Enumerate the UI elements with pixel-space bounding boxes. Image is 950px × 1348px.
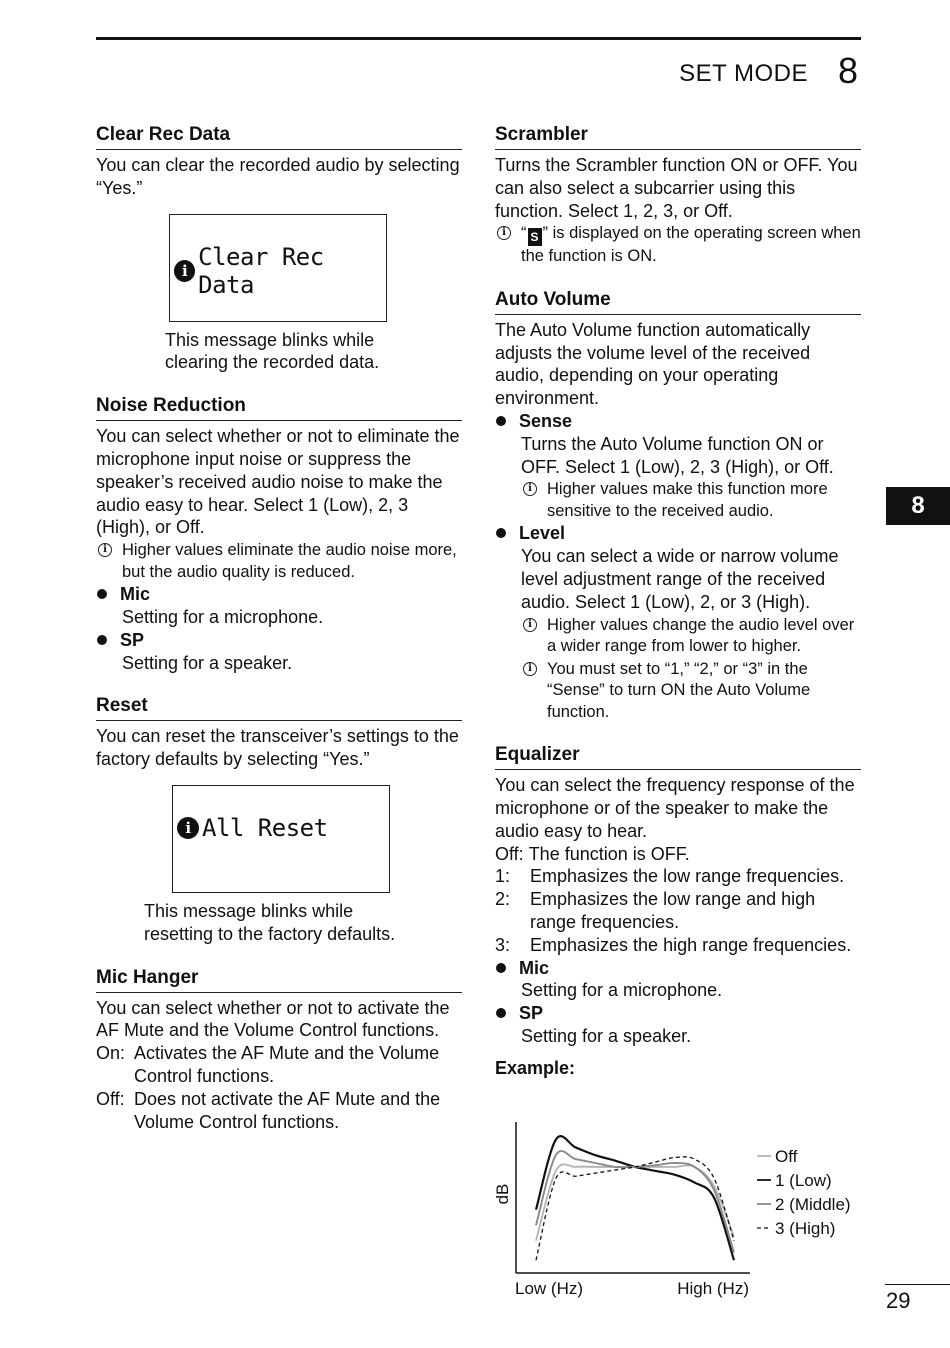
section-title: Auto Volume [495, 288, 861, 315]
bullet-description: Setting for a microphone. [122, 606, 324, 627]
chart-legend [757, 1147, 851, 1238]
info-icon: i [174, 260, 195, 282]
section-body: The Auto Volume function automatically adjusts the volume level of the received audio, depending on your operating environment. [495, 319, 811, 409]
information-note-icon: i [497, 226, 511, 240]
left-column [96, 123, 462, 1133]
bullet-text: You can select a wide or narrow volume level adjustment range of the received audio. Select 1 (Low), 2, or 3 (High). [521, 546, 839, 612]
example-label: Example: [495, 1057, 576, 1078]
option-row [495, 934, 861, 957]
note-text: You must set to “1,” “2,” or “3” in the “Sense” to turn ON the Auto Volume function. [547, 659, 811, 721]
section-body: You can select the frequency response of the microphone or of the speaker to make the audio easy to hear. [495, 775, 855, 841]
page-number [885, 1284, 950, 1314]
section-title: Noise Reduction [96, 394, 462, 421]
option-row [96, 1042, 462, 1088]
option-list [96, 1042, 462, 1133]
lcd-caption [165, 329, 462, 375]
scrambler-icon: S [528, 228, 542, 246]
note-text: Higher values eliminate the audio noise more, but the audio quality is reduced. [122, 541, 457, 581]
caption-line: clearing the recorded data. [165, 352, 380, 373]
legend-label-1: 1 (Low) [775, 1171, 832, 1190]
section-noise-reduction [96, 394, 462, 674]
option-desc: Emphasizes the high range frequencies. [530, 934, 852, 955]
bullet-description: Setting for a microphone. [521, 980, 723, 1001]
note [521, 479, 861, 522]
header-chapter-number: 8 [837, 50, 858, 91]
option-desc: Emphasizes the low range frequencies. [530, 866, 845, 887]
page-number-text: 29 [886, 1288, 911, 1313]
bullet-item: Mic [96, 583, 462, 606]
note-text-pre: “ [521, 224, 527, 243]
series-group [536, 1136, 734, 1260]
top-rule [96, 37, 861, 40]
section-body: You can clear the recorded audio by selecting “Yes.” [96, 155, 460, 198]
option-row [96, 1088, 462, 1134]
right-column [495, 123, 861, 1079]
option-row [495, 865, 861, 888]
section-auto-volume [495, 288, 861, 723]
caption-line: This message blinks while [165, 329, 375, 350]
caption-line: This message blinks while [144, 900, 354, 921]
lcd-display [169, 214, 387, 322]
bullet-description: Setting for a speaker. [122, 652, 293, 673]
section-body: You can reset the transceiver’s settings to the factory defaults by selecting “Yes.” [96, 726, 459, 770]
note-text: Higher values make this function more sensitive to the received audio. [547, 480, 828, 520]
option-term: 1: [495, 866, 511, 887]
option-term: Off: [495, 843, 524, 864]
bullet-description [495, 545, 861, 723]
section-equalizer [495, 743, 861, 1079]
option-row [495, 843, 861, 866]
note [96, 540, 462, 583]
series-line-2 [536, 1151, 734, 1252]
section-body: You can select whether or not to activate the AF Mute and the Volume Control functions. [96, 997, 450, 1041]
lcd-text: Clear Rec Data [198, 242, 324, 299]
bullet-description: Setting for a speaker. [521, 1025, 692, 1046]
chapter-side-tab: 8 [886, 487, 950, 525]
lcd-display [172, 785, 390, 893]
option-desc: Emphasizes the low range and high range frequencies. [530, 889, 816, 932]
section-title: Reset [96, 694, 462, 721]
option-desc: The function is OFF. [528, 843, 690, 864]
lcd-caption [144, 900, 462, 946]
section-title: Clear Rec Data [96, 123, 462, 150]
information-note-icon: i [523, 482, 537, 496]
caption-line: resetting to the factory defaults. [144, 923, 396, 944]
note [495, 223, 861, 268]
x-axis-label-high: High (Hz) [677, 1279, 749, 1298]
bullet-item: Level [495, 522, 861, 545]
section-mic-hanger [96, 966, 462, 1134]
option-row [495, 888, 861, 934]
option-desc: Activates the AF Mute and the Volume Control functions. [134, 1043, 440, 1086]
section-title: Mic Hanger [96, 966, 462, 993]
lcd-message [174, 243, 386, 299]
section-clear-rec-data [96, 123, 462, 374]
legend-label-2: 2 (Middle) [775, 1195, 851, 1214]
option-list [495, 843, 861, 957]
section-scrambler [495, 123, 861, 268]
information-note-icon: i [523, 662, 537, 676]
series-line-3 [536, 1157, 734, 1260]
bullet-item: Sense [495, 410, 861, 433]
information-note-icon: i [98, 543, 112, 557]
section-title: Scrambler [495, 123, 861, 150]
note-text: Higher values change the audio level over a wider range from lower to higher. [547, 615, 855, 656]
x-axis-label-low: Low (Hz) [515, 1279, 584, 1298]
y-axis-label: dB [493, 1183, 512, 1205]
bullet-item: SP [96, 629, 462, 652]
bullet-item: SP [495, 1002, 861, 1025]
option-term: On: [96, 1043, 126, 1064]
info-icon: i [177, 817, 199, 839]
bullet-text: Turns the Auto Volume function ON or OFF. Select 1 (Low), 2, 3 (High), or Off. [521, 433, 834, 477]
section-body: You can select whether or not to eliminate the microphone input noise or suppress the speaker’s received audio noise to make the audio easy to hear. Select 1 (Low), 2, 3 (High), or Off. [96, 426, 460, 538]
lcd-text: All Reset [202, 813, 328, 842]
section-title: Equalizer [495, 743, 861, 770]
information-note-icon: i [523, 618, 537, 632]
note [521, 615, 861, 658]
series-line-1 [536, 1136, 734, 1260]
bullet-item: Mic [495, 957, 861, 980]
option-desc: Does not activate the AF Mute and the Volume Control functions. [134, 1088, 441, 1132]
bullet-description [495, 433, 861, 523]
note-text: ” is displayed on the operating screen when the function is ON. [521, 224, 861, 266]
option-term: 3: [495, 934, 511, 955]
option-term: Off: [96, 1088, 125, 1109]
section-reset [96, 694, 462, 945]
option-term: 2: [495, 889, 511, 910]
section-body: Turns the Scrambler function ON or OFF. You can also select a subcarrier using this function. Select 1, 2, 3, or Off. [495, 155, 858, 221]
header-title: SET MODE [679, 60, 808, 87]
legend-label-0: Off [775, 1147, 798, 1166]
note [521, 659, 861, 724]
legend-label-3: 3 (High) [775, 1219, 836, 1238]
equalizer-chart [488, 1118, 868, 1304]
lcd-message [177, 814, 328, 842]
